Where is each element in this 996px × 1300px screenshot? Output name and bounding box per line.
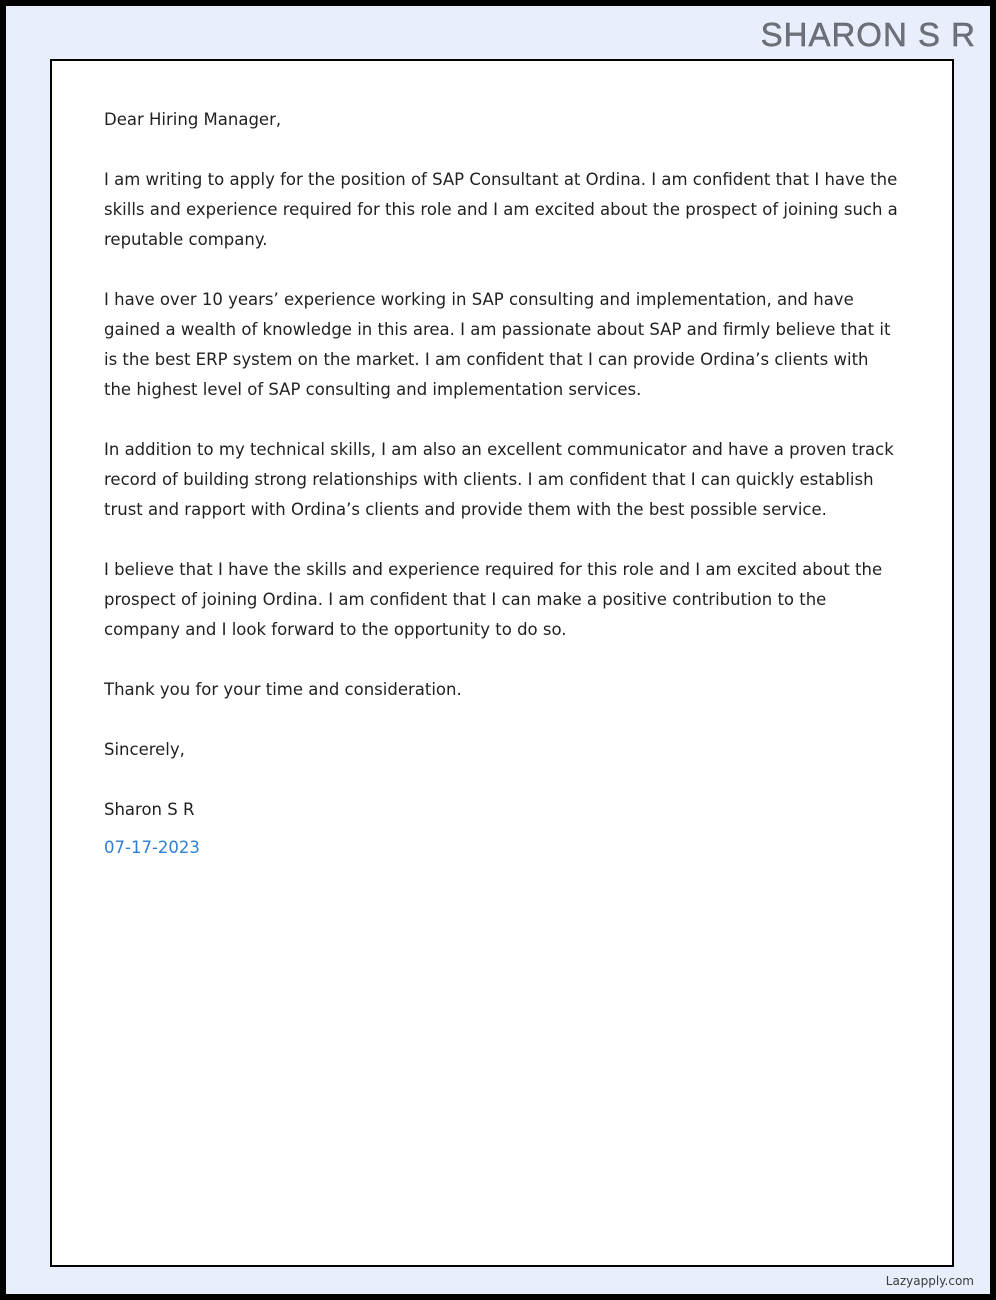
document-header [12,12,984,56]
letter-paragraph-2: I have over 10 years’ experience working in SAP consulting and implementation, and have gained a wealth of knowledge in this area. I am passionate about SAP and firmly believe that it is the best ERP system on the market. I am confident that I can provide Ordina’s clients with the highest level of SAP consulting and implementation services. [104,290,891,399]
signature-name: Sharon S R [104,800,195,819]
cover-letter-sheet [50,59,954,1267]
letter-paragraph-1: I am writing to apply for the position of SAP Consultant at Ordina. I am confident that I have the skills and experience required for this role and I am excited about the prospect of joining such a reputable company. [104,170,898,249]
letter-date: 07-17-2023 [104,838,200,857]
closing-line: Sincerely, [104,740,185,759]
page-title: SHARON S R [760,15,976,53]
letter-body [52,61,952,863]
letter-paragraph-3: In addition to my technical skills, I am also an excellent communicator and have a proven track record of building strong relationships with clients. I am confident that I can quickly establish trust and rapport with Ordina’s clients and provide them with the best possible service. [104,440,894,519]
thank-you-line: Thank you for your time and consideration. [104,680,462,699]
salutation: Dear Hiring Manager, [104,110,282,129]
footer-brand: Lazyapply.com [885,1274,974,1288]
letter-paragraph-4: I believe that I have the skills and experience required for this role and I am excited about the prospect of joining Ordina. I am confident that I can make a positive contribution to the company and I look forward to the opportunity to do so. [104,560,883,639]
